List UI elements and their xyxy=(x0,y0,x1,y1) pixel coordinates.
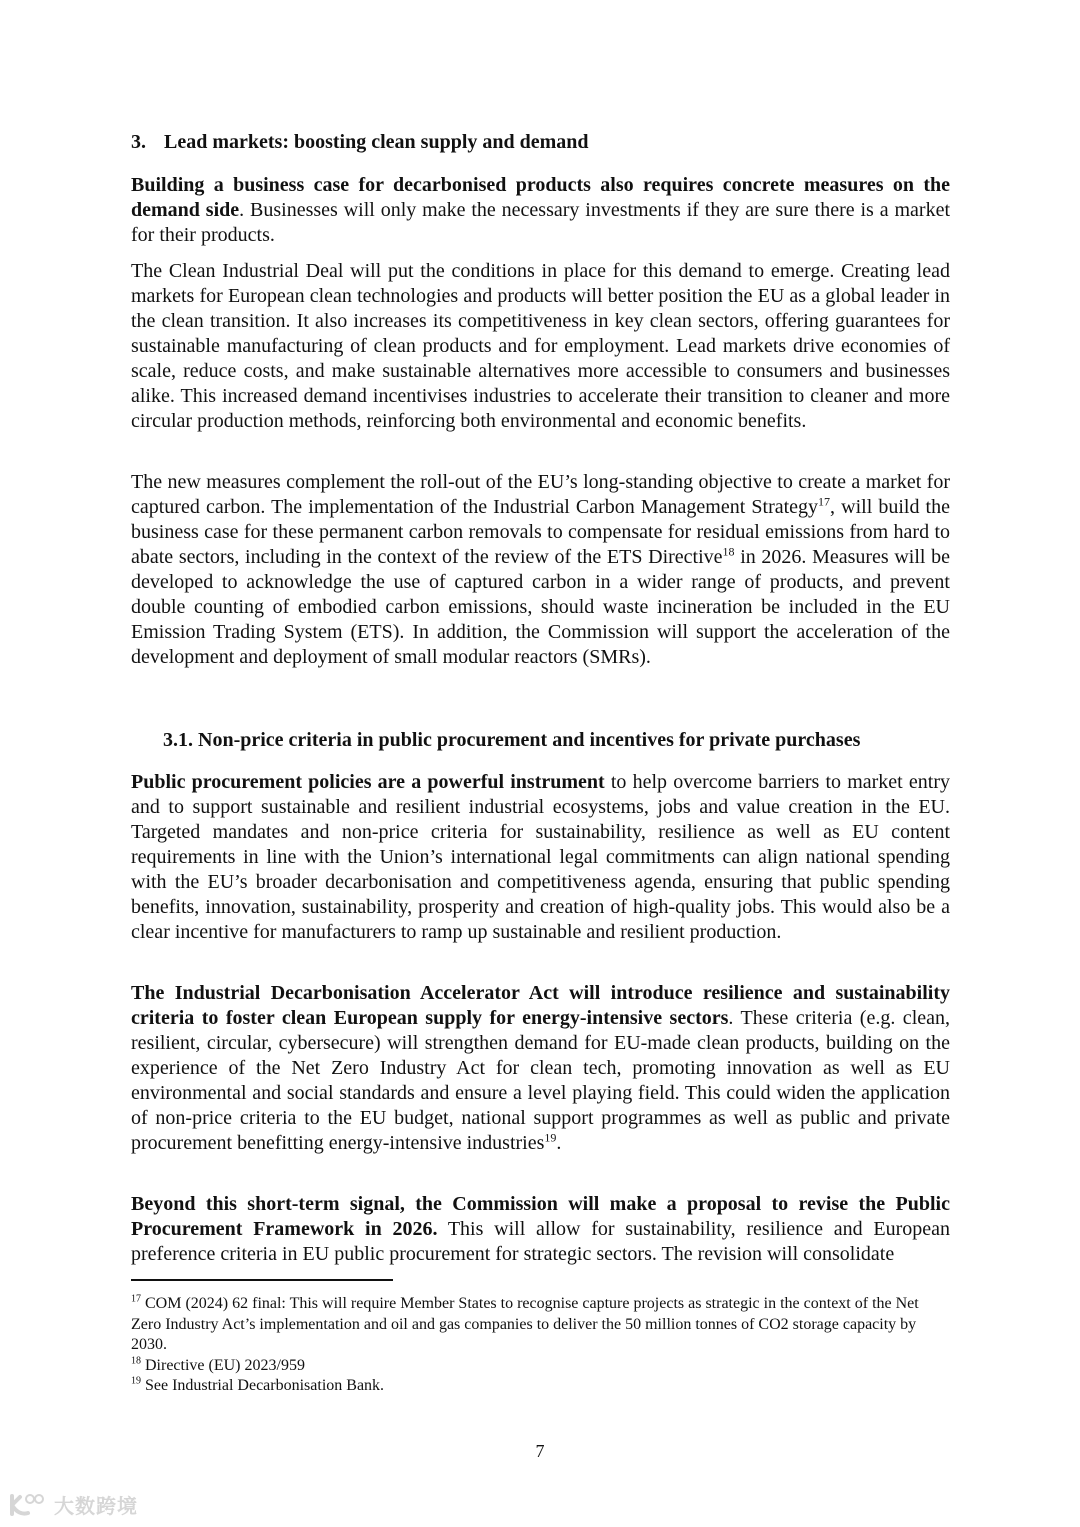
paragraph-lead-bold: Beyond this short-term signal, the Commission will make a proposal to revise the Public Procurement Framework in 2026. xyxy=(131,1193,950,1240)
footnote-number: 18 xyxy=(131,1355,141,1367)
footnote-text: Directive (EU) 2023/959 xyxy=(141,1356,305,1374)
paragraph-text: The new measures complement the roll-out of the EU’s long-standing objective to create a market for captured carbon. The implementation of the Industrial Carbon Management Strategy xyxy=(131,471,950,518)
paragraph-text: . These criteria (e.g. clean, resilient, circular, cybersecure) will strengthen demand for EU-made clean products, building on the experience of the Net Zero Industry Act for clean tech, promoting innovation as well as EU environmental and social standards and ensure a level playing field. This could widen the application of non-price criteria to the EU budget, national support programmes as well as public and private procurement benefitting energy-intensive industries xyxy=(131,1007,950,1154)
footnote-ref-19[interactable]: 19 xyxy=(544,1130,557,1145)
footnote-ref-17[interactable]: 17 xyxy=(818,494,831,509)
subsection-heading: 3.1. Non-price criteria in public procurement and incentives for private purchases xyxy=(163,729,861,751)
paragraph-text: in 2026. Measures will be developed to acknowledge the use of captured carbon in a wider range of products, and prevent double counting of embodied carbon emissions, should waste incineration be included in the EU Emission Trading System (ETS). In addition, the Commission will support the acceleration of the development and deployment of small modular reactors (SMRs). xyxy=(131,546,951,668)
paragraph-captured-carbon xyxy=(131,470,950,670)
paragraph-accelerator-act xyxy=(131,981,950,1156)
section-heading xyxy=(131,131,589,154)
footnote-19 xyxy=(131,1376,950,1397)
footnote-text: See Industrial Decarbonisation Bank. xyxy=(141,1377,385,1394)
paragraph-public-procurement xyxy=(131,770,950,945)
paragraph-procurement-framework xyxy=(131,1192,950,1267)
footnote-number: 19 xyxy=(131,1375,141,1387)
watermark-logo-icon xyxy=(8,1492,48,1518)
watermark xyxy=(8,1490,138,1519)
paragraph-demand-side xyxy=(131,173,950,248)
paragraph-text: , will build the business case for these permanent carbon removals to compensate for residual emissions from hard to abate sectors, including in the context of the review of the ETS Directive xyxy=(131,496,950,568)
footnote-text: COM (2024) 62 final: This will require Member States to recognise capture projects as strategic in the context of the Net Zero Industry Act’s implementation and oil and gas companies to deliver the 50 million tonnes of CO2 storage capacity by 2030. xyxy=(131,1295,919,1353)
paragraph-lead-bold: The Industrial Decarbonisation Accelerator Act will introduce resilience and sustainability criteria to foster clean European supply for energy-intensive sectors xyxy=(131,982,950,1029)
footnote-number: 17 xyxy=(131,1293,141,1305)
paragraph-text: . Businesses will only make the necessary investments if they are sure there is a market for their products. xyxy=(131,199,951,246)
footnote-ref-18[interactable]: 18 xyxy=(722,544,735,559)
paragraph-text: This will allow for sustainability, resilience and European preference criteria in EU public procurement for strategic sectors. The revision will consolidate xyxy=(131,1218,950,1265)
paragraph-text: The Clean Industrial Deal will put the conditions in place for this demand to emerge. Creating lead markets for European clean technologies and products will better position the EU as a global leader in the clean transition. It also increases its competitiveness in key clean sectors, offering guarantees for sustainable manufacturing of clean products and for employment. Lead markets drive economies of scale, reduce costs, and make sustainable alternatives more accessible to consumers and businesses alike. This increased demand incentivises industries to accelerate their transition to cleaner and more circular production methods, reinforcing both environmental and economic benefits. xyxy=(131,260,950,432)
paragraph-text: to help overcome barriers to market entry and to support sustainable and resilient industrial ecosystems, jobs and value creation in the EU. Targeted mandates and non-price criteria for sustainability, resilience as well as EU content requirements in line with the Union’s international legal commitments can align national spending with the EU’s broader decarbonisation and competitiveness agenda, ensuring that public spending benefits, innovation, sustainability, prosperity and creation of high-quality jobs. This would also be a clear incentive for manufacturers to ramp up sustainable and resilient production. xyxy=(131,771,950,943)
watermark-text: 大数跨境 xyxy=(54,1494,138,1518)
paragraph-text: . xyxy=(556,1132,562,1154)
paragraph-lead-bold: Building a business case for decarbonised products also requires concrete measures on the demand side xyxy=(131,174,950,221)
footnote-divider xyxy=(131,1279,393,1281)
paragraph-lead-bold: Public procurement policies are a powerful instrument xyxy=(131,771,605,793)
section-title: Lead markets: boosting clean supply and demand xyxy=(164,131,589,153)
footnotes xyxy=(131,1294,950,1397)
section-number: 3. xyxy=(131,131,146,153)
paragraph-clean-industrial-deal xyxy=(131,259,950,434)
footnote-17 xyxy=(131,1294,950,1356)
page-number: 7 xyxy=(535,1441,545,1461)
footnote-18 xyxy=(131,1356,950,1377)
